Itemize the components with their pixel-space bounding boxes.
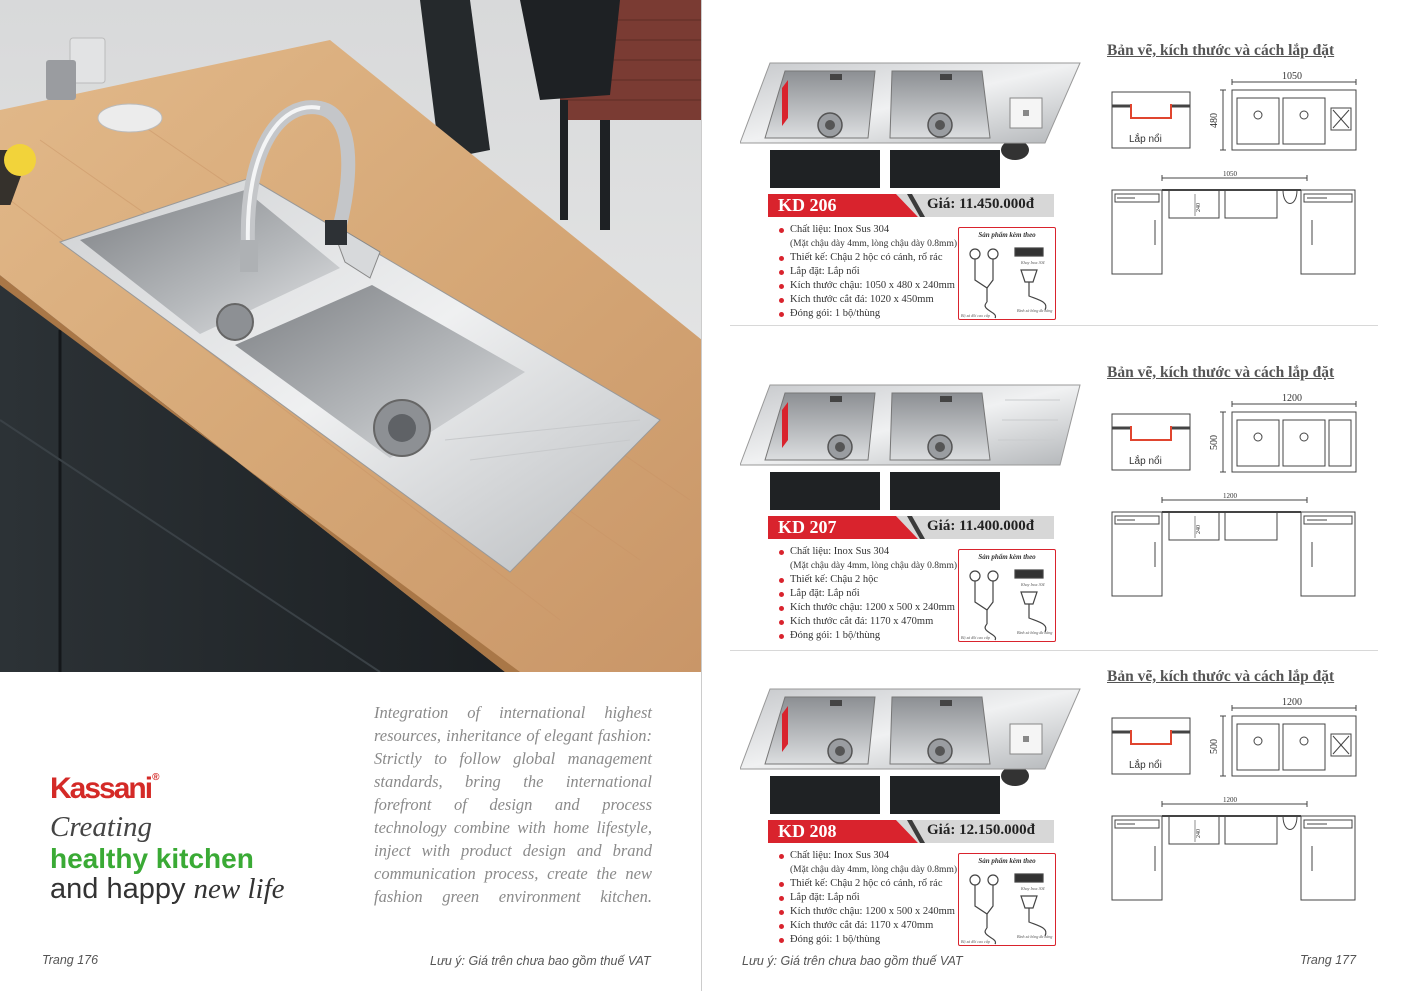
depth-dim: 500	[1209, 435, 1220, 450]
install-label: Lắp nổi	[1129, 134, 1162, 145]
spec-item: Lắp đặt: Lắp nổi	[778, 891, 957, 905]
drawing-title: Bản vẽ, kích thước và cách lắp đặt	[1107, 364, 1335, 381]
right-page	[702, 0, 1403, 991]
price: Giá: 12.150.000đ	[927, 822, 1035, 838]
accessory-label: Khay Inox 304	[1021, 260, 1045, 265]
spec-list	[778, 849, 957, 947]
product-card	[702, 352, 1403, 664]
tagline-line-3a: and happy	[50, 873, 194, 905]
depth-dim: 500	[1209, 739, 1220, 754]
vat-note-right: Lưu ý: Giá trên chưa bao gồm thuế VAT	[742, 954, 963, 968]
tagline-line-3b: new life	[193, 873, 285, 905]
tagline-line-3	[50, 874, 285, 905]
spec-item: Lắp đặt: Lắp nổi	[778, 587, 957, 601]
accessory-label: Bình xà bông đa năng	[1017, 630, 1053, 635]
spec-item: Lắp đặt: Lắp nổi	[778, 265, 957, 279]
divider	[730, 325, 1378, 326]
cut-width-dim: 1200	[1223, 796, 1237, 804]
product-card	[702, 30, 1403, 342]
sink-product-image	[740, 684, 1090, 814]
product-card	[702, 656, 1403, 968]
model-price-bar	[768, 516, 1054, 539]
accessory-label: Bình xà bông đa năng	[1017, 934, 1053, 939]
width-dim: 1050	[1282, 71, 1302, 82]
page-number-right: Trang 177	[1300, 953, 1357, 967]
spec-item: Kích thước cắt đá: 1170 x 470mm	[778, 919, 957, 933]
vat-note-left: Lưu ý: Giá trên chưa bao gồm thuế VAT	[430, 954, 651, 968]
model-name: KD 207	[778, 517, 837, 537]
depth-dim: 480	[1209, 113, 1220, 128]
tagline-line-1: Creating	[50, 811, 153, 843]
spec-item: Thiết kế: Chậu 2 hộc	[778, 573, 957, 587]
accessory-illustration	[959, 240, 1055, 320]
spec-item: Kích thước chậu: 1050 x 480 x 240mm	[778, 279, 957, 293]
spec-item: Chất liệu: Inox Sus 304	[778, 849, 957, 863]
spec-item: Thiết kế: Chậu 2 hộc có cánh, rổ rác	[778, 251, 957, 265]
intro-paragraph: Integration of international highest resources, inheritance of elegant fashion: Strictly to follow global management standards, bring the international forefront of design and process technology combine with home lifestyle, inject with product design and brand communication process, create the new fashion green environment kitchen.	[374, 703, 652, 906]
drawing-title: Bản vẽ, kích thước và cách lắp đặt	[1107, 42, 1335, 59]
spec-list	[778, 545, 957, 643]
brand-logo	[50, 772, 159, 806]
spec-list	[778, 223, 957, 321]
spec-item: Đóng gói: 1 bộ/thùng	[778, 307, 957, 321]
cut-width-dim: 1050	[1223, 170, 1237, 178]
accessory-label: Bình xà bông đa năng	[1017, 308, 1053, 313]
tagline	[50, 812, 285, 905]
spec-item: Kích thước cắt đá: 1170 x 470mm	[778, 615, 957, 629]
accessory-illustration	[959, 866, 1055, 946]
model-name: KD 206	[778, 195, 837, 215]
model-price-bar	[768, 820, 1054, 843]
spec-item: Chất liệu: Inox Sus 304	[778, 223, 957, 237]
model-name: KD 208	[778, 821, 837, 841]
brand-name: Kassani	[50, 772, 152, 805]
spec-item: Kích thước chậu: 1200 x 500 x 240mm	[778, 601, 957, 615]
spec-item: Kích thước chậu: 1200 x 500 x 240mm	[778, 905, 957, 919]
spec-item: Đóng gói: 1 bộ/thùng	[778, 629, 957, 643]
spec-item: Chất liệu: Inox Sus 304	[778, 545, 957, 559]
accessory-label: Khay Inox 304	[1021, 582, 1045, 587]
cut-width-dim: 1200	[1223, 492, 1237, 500]
technical-drawing	[1107, 392, 1362, 612]
spec-item: Kích thước cắt đá: 1020 x 450mm	[778, 293, 957, 307]
sink-product-image	[740, 58, 1090, 188]
tagline-line-2: healthy kitchen	[50, 843, 254, 874]
accessory-box	[958, 227, 1056, 320]
model-price-bar	[768, 194, 1054, 217]
width-dim: 1200	[1282, 393, 1302, 404]
technical-drawing	[1107, 696, 1362, 916]
install-label: Lắp nổi	[1129, 456, 1162, 467]
price: Giá: 11.400.000đ	[927, 518, 1035, 534]
price: Giá: 11.450.000đ	[927, 196, 1035, 212]
accessory-label: Bộ xả đôi cao cấp	[961, 313, 990, 318]
technical-drawing	[1107, 70, 1362, 290]
accessory-label: Bộ xả đôi cao cấp	[961, 635, 990, 640]
spec-item: (Mặt chậu dày 4mm, lòng chậu dày 0.8mm)	[790, 865, 958, 875]
height-dim: 240	[1196, 525, 1202, 534]
spec-item: Đóng gói: 1 bộ/thùng	[778, 933, 957, 947]
accessory-box	[958, 549, 1056, 642]
accessory-label: Khay Inox 304	[1021, 886, 1045, 891]
drawing-title: Bản vẽ, kích thước và cách lắp đặt	[1107, 668, 1335, 685]
spec-item: (Mặt chậu dày 4mm, lòng chậu dày 0.8mm)	[790, 239, 958, 249]
accessory-label: Bộ xả đôi cao cấp	[961, 939, 990, 944]
height-dim: 240	[1196, 203, 1202, 212]
spec-item: Thiết kế: Chậu 2 hộc có cánh, rổ rác	[778, 877, 957, 891]
width-dim: 1200	[1282, 697, 1302, 708]
accessory-illustration	[959, 562, 1055, 642]
accessory-title: Sản phẩm kèm theo	[978, 857, 1036, 865]
height-dim: 240	[1196, 829, 1202, 838]
install-label: Lắp nổi	[1129, 760, 1162, 771]
accessory-title: Sản phẩm kèm theo	[978, 553, 1036, 561]
spec-item: (Mặt chậu dày 4mm, lòng chậu dày 0.8mm)	[790, 561, 958, 571]
kitchen-sink-photo	[0, 0, 702, 672]
accessory-box	[958, 853, 1056, 946]
divider	[730, 650, 1378, 651]
accessory-title: Sản phẩm kèm theo	[978, 231, 1036, 239]
page-number-left: Trang 176	[42, 953, 99, 967]
sink-product-image	[740, 380, 1090, 510]
registered-mark: ®	[152, 772, 160, 783]
